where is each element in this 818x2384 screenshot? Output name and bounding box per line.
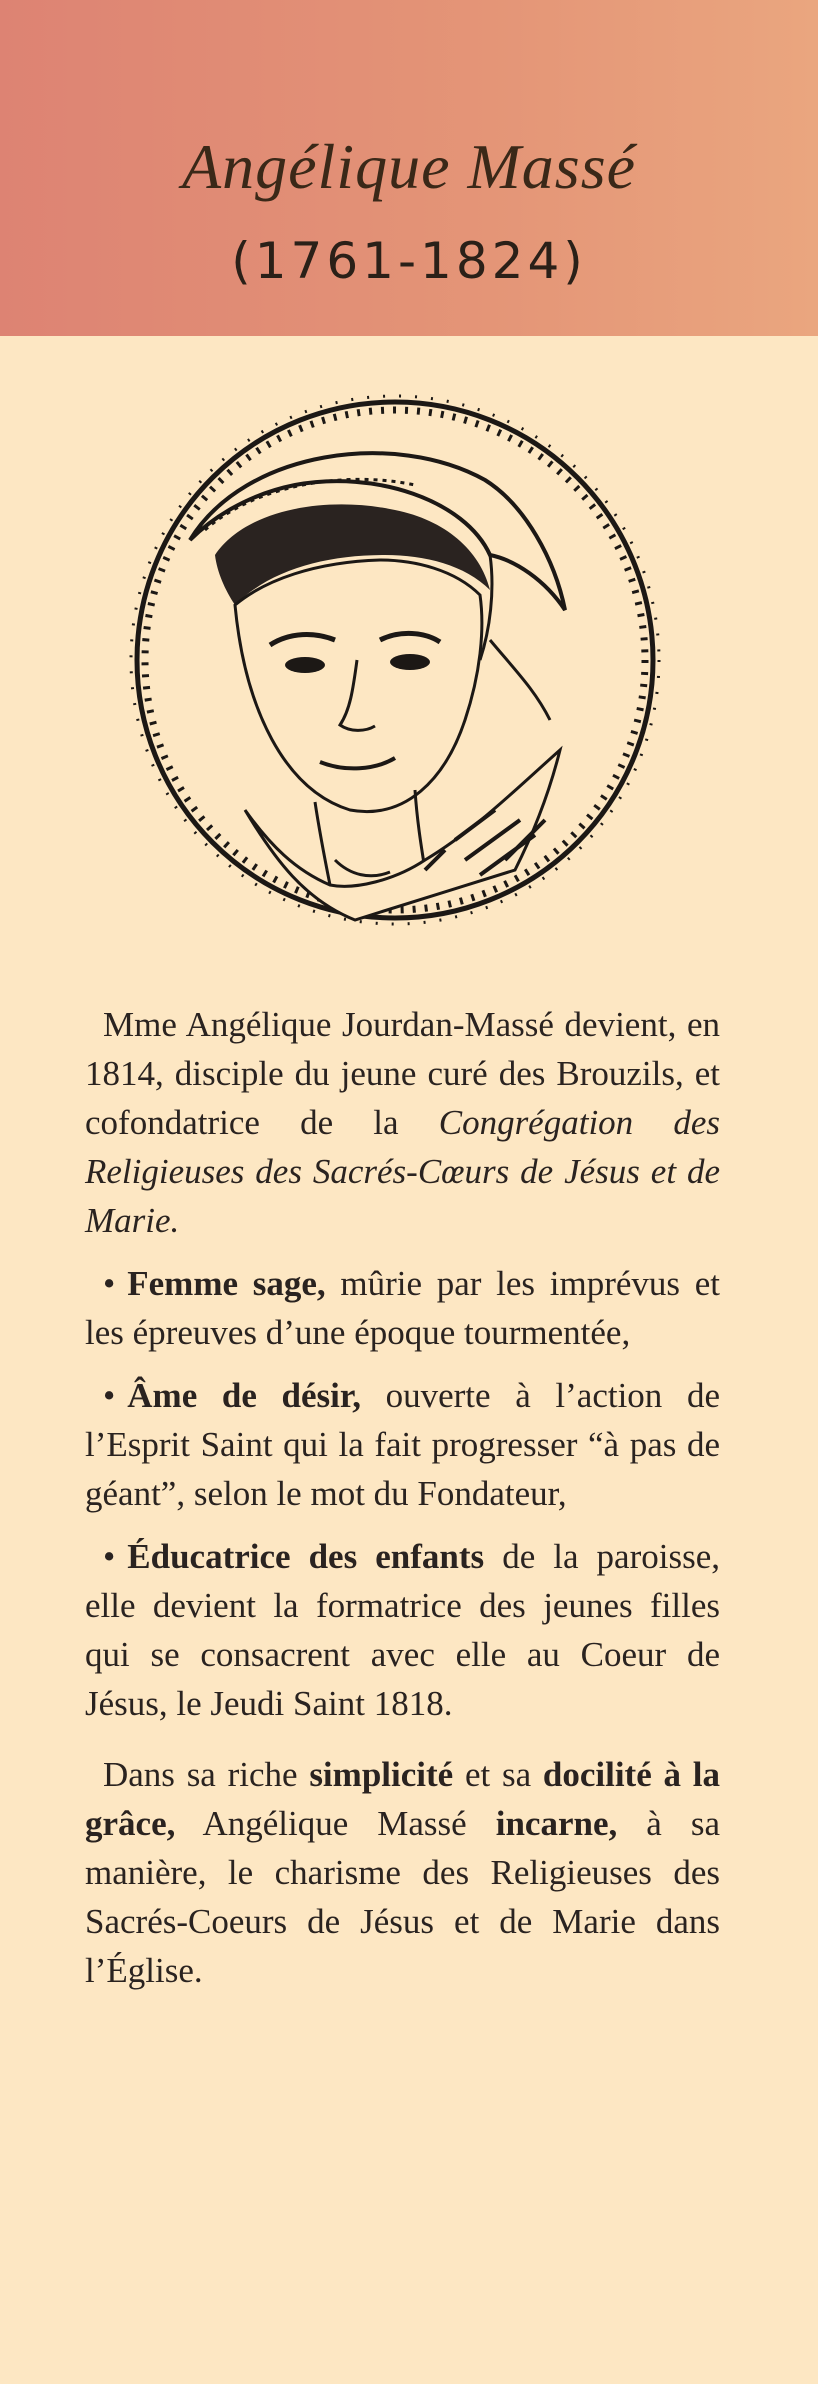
congregation-name: Congrégation des Religieuses des Sacrés-Cœurs de Jésus et de Marie. <box>85 1103 720 1240</box>
page-title: Angélique Massé <box>182 131 636 202</box>
closing-text: et sa <box>453 1755 543 1794</box>
bullet-text: ouverte à l’action de l’Esprit Saint qui la fait progresser “à pas de géant”, selon le mot du Fondateur, <box>85 1376 720 1513</box>
intro-text: Mme Angélique Jourdan-Massé devient, en 1814, disciple du jeune curé des Brouzils, et cofondatrice de la <box>85 1005 720 1142</box>
biography-text <box>85 1000 720 1995</box>
header-band <box>0 0 818 336</box>
bullet-bold: Femme sage, <box>127 1264 326 1303</box>
life-dates: (1761-1824) <box>231 232 587 290</box>
bonnet-tie <box>490 640 550 720</box>
bullet-icon: • <box>103 1264 116 1303</box>
bullet-icon: • <box>103 1537 116 1576</box>
closing-text: Dans sa riche <box>103 1755 310 1794</box>
bullet-icon: • <box>103 1376 116 1415</box>
portrait-medallion-icon <box>95 390 695 940</box>
closing-paragraph <box>85 1750 720 1995</box>
bullet-bold: Éducatrice des enfants <box>127 1537 485 1576</box>
intro-paragraph <box>85 1000 720 1245</box>
bullet-item <box>85 1259 720 1357</box>
closing-bold: docilité à la grâce, <box>85 1755 720 1843</box>
bullet-item <box>85 1371 720 1518</box>
bullet-text: de la paroisse, elle devient la formatrice des jeunes filles qui se consacrent avec elle au Coeur de Jésus, le Jeudi Saint 1818. <box>85 1537 721 1723</box>
bullet-bold: Âme de désir, <box>127 1376 361 1415</box>
closing-text: Angélique Massé <box>175 1804 496 1843</box>
right-eye <box>390 654 430 670</box>
closing-text: à sa manière, le charisme des Religieuses des Sacrés-Coeurs de Jésus et de Marie dans l’Église. <box>85 1804 720 1990</box>
collar <box>335 860 390 876</box>
left-eye <box>285 657 325 673</box>
bullet-text: mûrie par les imprévus et les épreuves d’une époque tourmentée, <box>85 1264 720 1352</box>
closing-bold: simplicité <box>309 1755 454 1794</box>
closing-bold: incarne, <box>495 1804 618 1843</box>
bullet-item <box>85 1532 720 1728</box>
face <box>235 560 482 812</box>
